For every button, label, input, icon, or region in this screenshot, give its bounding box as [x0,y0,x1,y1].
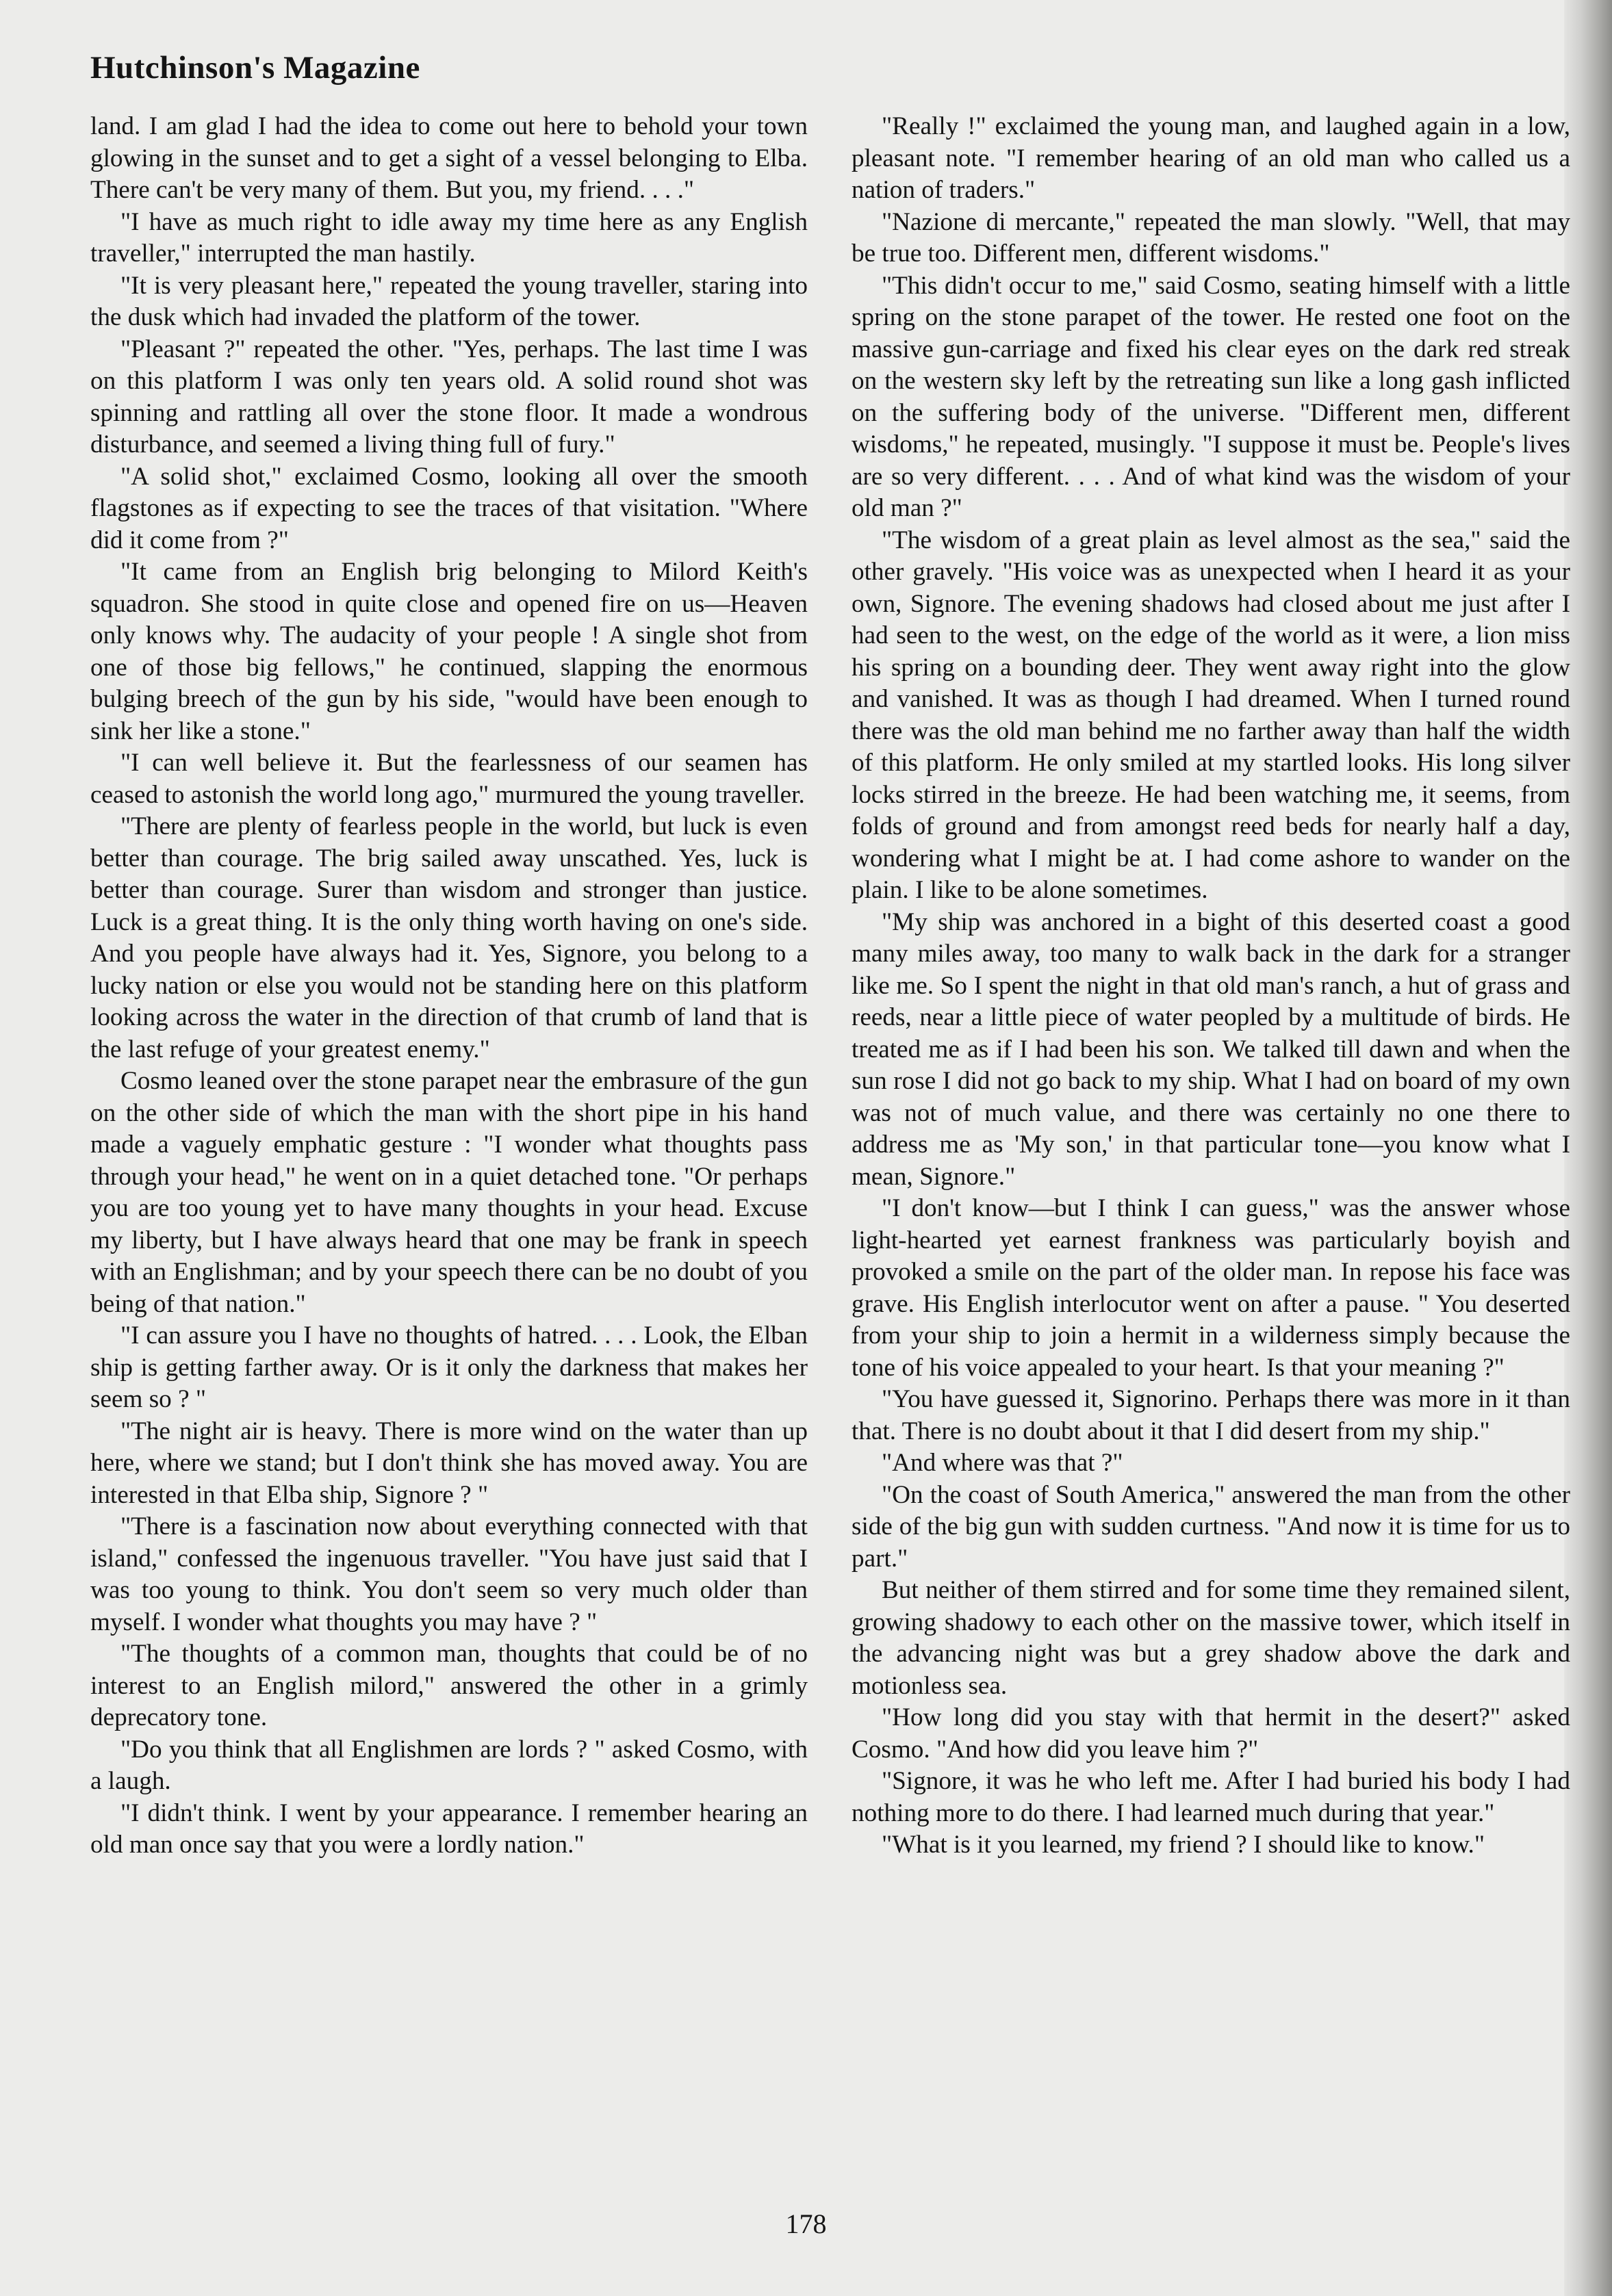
paragraph: Cosmo leaned over the stone parapet near the embrasure of the gun on the other side of which the man with the short pipe in his hand made a vaguely emphatic gesture : "I wonder what thoughts pass through your head," he went on in a quiet detached tone. "Or perhaps you are too young yet to have many thoughts in your head. Excuse my liberty, but I have always heard that one may be frank in speech with an Englishman; and by your speech there can be no doubt of you being of that nation." [90,1067,808,1318]
paragraph: "What is it you learned, my friend ? I should like to know." [882,1831,1485,1859]
left-column [90,111,808,1861]
page-number: 178 [785,2208,827,2239]
paragraph: "I can well believe it. But the fearlessness of our seamen has ceased to astonish the world long ago," murmured the young traveller. [90,749,808,809]
paragraph: "Do you think that all Englishmen are lords ? " asked Cosmo, with a laugh. [90,1735,808,1795]
paragraph: "The thoughts of a common man, thoughts that could be of no interest to an English milord," answered the other in a grimly deprecatory tone. [90,1640,808,1731]
paragraph: "There are plenty of fearless people in the world, but luck is even better than courage. The brig sailed away unscathed. Yes, luck is better than courage. Surer than wisdom and stronger than justice. Luck is a great thing. It is the only thing worth having on one's side. And you people have always had it. Yes, Signore, you belong to a lucky nation or else you would not be standing here on this platform looking across the water in the direction of that crumb of land that is the last refuge of your greatest enemy." [90,812,808,1063]
paragraph: "The wisdom of a great plain as level almost as the sea," said the other gravely. "His voice was as unexpected when I heard it as your own, Signore. The evening shadows had closed about me just after I had seen to the west, on the edge of the world as it were, a lion miss his spring on a bounding deer. They went away right into the glow and vanished. It was as though I had dreamed. When I turned round there was the old man behind me no farther away than half the width of this platform. He only smiled at my startled looks. His long silver locks stirred in the breeze. He had been watching me, it seems, from folds of ground and from amongst reed beds for nearly half a day, wondering what I might be at. I had come ashore to wander on the plain. I like to be alone sometimes. [852,526,1570,904]
paragraph: "Pleasant ?" repeated the other. "Yes, perhaps. The last time I was on this platform I was only ten years old. A solid round shot was spinning and rattling all over the stone floor. It made a wondrous disturbance, and seemed a living thing full of fury." [90,335,808,459]
paragraph: "Signore, it was he who left me. After I had buried his body I had nothing more to do there. I had learned much during that year." [852,1767,1570,1827]
paragraph: "I can assure you I have no thoughts of hatred. . . . Look, the Elban ship is getting farther away. Or is it only the darkness that makes her seem so ? " [90,1321,808,1413]
running-title: Hutchinson's Magazine [90,50,420,86]
paragraph: "You have guessed it, Signorino. Perhaps there was more in it than that. There is no doubt about it that I did desert from my ship." [852,1385,1570,1445]
page-edge-shadow [1564,0,1612,2296]
paragraph: land. I am glad I had the idea to come out here to behold your town glowing in the sunset and to get a sight of a vessel belonging to Elba. There can't be very many of them. But you, my friend. . . ." [90,112,808,204]
paragraph: "Nazione di mercante," repeated the man slowly. "Well, that may be true too. Different men, different wisdoms." [852,207,1570,268]
paragraph: "A solid shot," exclaimed Cosmo, looking all over the smooth flagstones as if expecting to see the traces of that visitation. "Where did it come from ?" [90,462,808,554]
paragraph: "There is a fascination now about everything connected with that island," confessed the ingenuous traveller. "You have just said that I was too young to think. You don't seem so very much older than myself. I wonder what thoughts you may have ? " [90,1512,808,1636]
paragraph: "It came from an English brig belonging to Milord Keith's squadron. She stood in quite close and opened fire on us—Heaven only knows why. The audacity of your people ! A single shot from one of those big fellows," he continued, slapping the enormous bulging breech of the gun by his side, "would have been enough to sink her like a stone." [90,558,808,745]
paragraph: "My ship was anchored in a bight of this deserted coast a good many miles away, too many to walk back in the dark for a stranger like me. So I spent the night in that old man's ranch, a hut of grass and reeds, near a little piece of water peopled by a multitude of birds. He treated me as if I had been his son. We talked till dawn and when the sun rose I did not go back to my ship. What I had on board of my own was not of much value, and there was certainly no one there to address me as 'My son,' in that particular tone—you know what I mean, Signore." [852,907,1570,1191]
paragraph: "How long did you stay with that hermit in the desert?" asked Cosmo. "And how did you leave him ?" [852,1703,1570,1764]
paragraph: "I don't know—but I think I can guess," was the answer whose light-hearted yet earnest frankness was particularly boyish and provoked a smile on the part of the older man. In repose his face was grave. His English interlocutor went on after a pause. " You deserted from your ship to join a hermit in a wilderness simply because the tone of his voice appealed to your heart. Is that your meaning ?" [852,1194,1570,1382]
right-column [852,111,1570,1861]
paragraph: "It is very pleasant here," repeated the young traveller, staring into the dusk which had invaded the platform of the tower. [90,271,808,331]
paragraph: "I have as much right to idle away my time here as any English traveller," interrupted the man hastily. [90,207,808,268]
paragraph: "Really !" exclaimed the young man, and laughed again in a low, pleasant note. "I remember hearing of an old man who called us a nation of traders." [852,112,1570,204]
paragraph: "This didn't occur to me," said Cosmo, seating himself with a little spring on the stone parapet of the tower. He rested one foot on the massive gun-carriage and fixed his clear eyes on the dark red streak on the western sky left by the retreating sun like a long gash inflicted on the suffering body of the universe. "Different men, different wisdoms," he repeated, musingly. "I suppose it must be. People's lives are so very different. . . . And of what kind was the wisdom of your old man ?" [852,271,1570,522]
paragraph: "On the coast of South America," answered the man from the other side of the big gun with sudden curtness. "And now it is time for us to part." [852,1480,1570,1573]
paragraph: "The night air is heavy. There is more wind on the water than up here, where we stand; but I don't think she has moved away. You are interested in that Elba ship, Signore ? " [90,1417,808,1509]
paragraph: "I didn't think. I went by your appearance. I remember hearing an old man once say that you were a lordly nation." [90,1798,808,1859]
paragraph: "And where was that ?" [882,1449,1123,1477]
paragraph: But neither of them stirred and for some time they remained silent, growing shadowy to each other on the massive tower, which itself in the advancing night was but a grey shadow above the dark and motionless sea. [852,1576,1570,1700]
